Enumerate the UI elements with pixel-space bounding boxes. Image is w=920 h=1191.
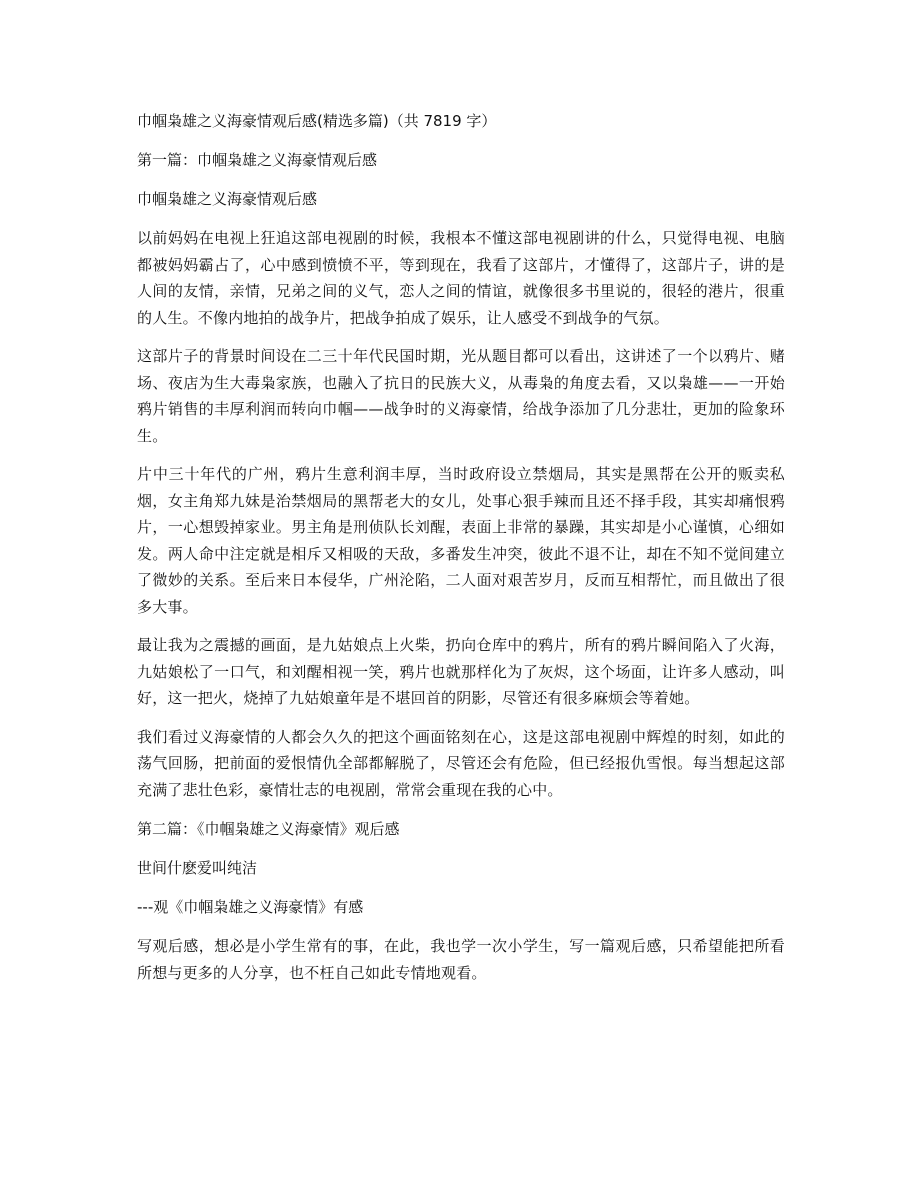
- document-title: 巾帼枭雄之义海豪情观后感(精选多篇)（共 7819 字）: [137, 112, 497, 130]
- section-2-paragraph-1: 写观后感，想必是小学生常有的事，在此，我也学一次小学生，写一篇观后感，只希望能把所看所想与更多的人分享，也不枉自己如此专情地观看。: [137, 937, 785, 982]
- section-1-heading: 第一篇：巾帼枭雄之义海豪情观后感: [137, 151, 378, 169]
- section-1-paragraph-5: 我们看过义海豪情的人都会久久的把这个画面铭刻在心，这是这部电视剧中辉煌的时刻，如此的荡气回肠，把前面的爱恨情仇全部都解脱了，尽管还会有危险，但已经报仇雪恨。每当想起这部充满了悲壮色彩，豪情壮志的电视剧，常常会重现在我的心中。: [137, 727, 785, 799]
- section-1-paragraph-2: 这部片子的背景时间设在二三十年代民国时期，光从题目都可以看出，这讲述了一个以鸦片、赌场、夜店为生大毒枭家族，也融入了抗日的民族大义，从毒枭的角度去看，又以枭雄——一开始鸦片销售的丰厚利润而转向巾帼——战争时的义海豪情，给战争添加了几分悲壮，更加的险象环生。: [137, 347, 785, 445]
- section-2-subtitle: 世间什麽爱叫纯洁: [137, 859, 258, 877]
- section-2-heading: 第二篇：《巾帼枭雄之义海豪情》观后感: [137, 820, 400, 838]
- document-page: [137, 108, 785, 986]
- section-1-paragraph-1: 以前妈妈在电视上狂追这部电视剧的时候，我根本不懂这部电视剧讲的什么，只觉得电视、电脑都被妈妈霸占了，心中感到愤愤不平，等到现在，我看了这部片，才懂得了，这部片子，讲的是人间的友情，亲情，兄弟之间的义气，恋人之间的情谊，就像很多书里说的，很轻的港片，很重的人生。不像内地拍的战争片，把战争拍成了娱乐，让人感受不到战争的气氛。: [137, 229, 785, 327]
- section-1-paragraph-3: 片中三十年代的广州，鸦片生意利润丰厚，当时政府设立禁烟局，其实是黑帮在公开的贩卖私烟，女主角郑九妹是治禁烟局的黑帮老大的女儿，处事心狠手辣而且还不择手段，其实却痛恨鸦片，一心想毁掉家业。男主角是刑侦队长刘醒，表面上非常的暴躁，其实却是小心谨慎，心细如发。两人命中注定就是相斥又相吸的天敌，多番发生冲突，彼此不退不让，却在不知不觉间建立了微妙的关系。至后来日本侵华，广州沦陷，二人面对艰苦岁月，反而互相帮忙，而且做出了很多大事。: [137, 465, 785, 616]
- section-1-paragraph-4: 最让我为之震撼的画面，是九姑娘点上火柴，扔向仓库中的鸦片，所有的鸦片瞬间陷入了火海，九姑娘松了一口气，和刘醒相视一笑，鸦片也就那样化为了灰烬，这个场面，让许多人感动，叫好，这一把火，烧掉了九姑娘童年是不堪回首的阴影，尽管还有很多麻烦会等着她。: [137, 636, 785, 707]
- section-1-subtitle: 巾帼枭雄之义海豪情观后感: [137, 190, 318, 208]
- section-2-byline: ---观《巾帼枭雄之义海豪情》有感: [137, 898, 364, 916]
